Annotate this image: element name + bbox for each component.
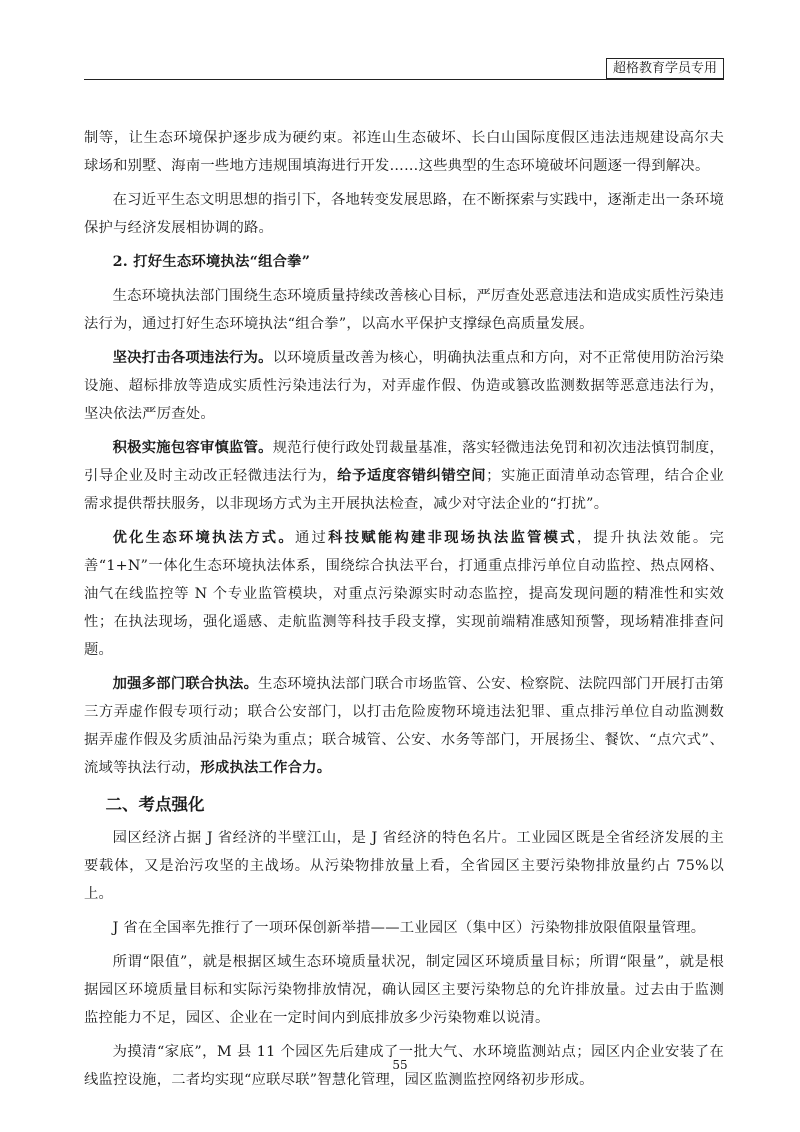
paragraph: [84, 344, 724, 428]
paragraph-emphasis: 科技赋能构建非现场执法监管模式: [328, 530, 577, 546]
paragraph: 生态环境执法部门围绕生态环境质量持续改善核心目标，严厉查处恶意违法和造成实质性污染违法行为，通过打好生态环境执法“组合拳”，以高水平保护支撑绿色高质量发展。: [84, 288, 724, 332]
paragraph: [84, 670, 724, 782]
paragraph-text: ，提升执法效能。完善“1+N”一体化生态环境执法体系，围绕综合执法平台，打通重点排污单位自动监控、热点网格、油气在线监控等 N 个专业监管模块，对重点污染源实时动态监控，提高发现问题的精准性和实效性；在执法现场，强化遥感、走航监测等科技手段支撑，实现前端精准感知预警，现场精准排查问题。: [84, 530, 725, 658]
paragraph: [84, 524, 724, 664]
paragraph-lead: 积极实施包容审慎监管。: [112, 440, 273, 456]
document-body: [84, 124, 724, 1094]
paragraph: 在习近平生态文明思想的指引下，各地转变发展思路，在不断探索与实践中，逐渐走出一条环境保护与经济发展相协调的路。: [84, 192, 724, 236]
paragraph-text: 通过: [294, 530, 329, 546]
section-title: 二、考点强化: [105, 795, 205, 814]
subheading: 2. 打好生态环境执法“组合拳”: [112, 254, 311, 270]
paragraph-lead: 坚决打击各项违法行为。: [112, 350, 273, 366]
paragraph-emphasis: 形成执法工作合力。: [200, 760, 332, 776]
paragraph-text: ；实施正面清单动态管理，结合企业需求提供帮扶服务，以非现场方式为主开展执法检查，减少对守法企业的“打扰”。: [84, 468, 725, 512]
paragraph-lead: 优化生态环境执法方式。: [112, 530, 295, 546]
paragraph: 园区经济占据 J 省经济的半壁江山，是 J 省经济的特色名片。工业园区既是全省经济发展的主要载体，又是治污攻坚的主战场。从污染物排放量上看，全省园区主要污染物排放量约占 75%以上。: [84, 830, 724, 902]
paragraph: 制等，让生态环境保护逐步成为硬约束。祁连山生态破坏、长白山国际度假区违法违规建设高尔夫球场和别墅、海南一些地方违规围填海进行开发……这些典型的生态环境破坏问题逐一得到解决。: [84, 130, 724, 174]
paragraph-text: 生态环境执法部门联合市场监管、公安、检察院、法院四部门开展打击第三方弄虚作假专项行动；联合公安部门，以打击危险废物环境违法犯罪、重点排污单位自动监测数据弄虚作假及劣质油品污染为重点；联合城管、公安、水务等部门，开展扬尘、餐饮、“点穴式”、流域等执法行动，: [84, 676, 724, 776]
header-rule: [84, 79, 724, 80]
paragraph-emphasis: 给予适度容错纠错空间: [337, 468, 487, 484]
paragraph: 为摸清“家底”，M 县 11 个园区先后建成了一批大气、水环境监测站点；园区内企业安装了在线监控设施，二者均实现“应联尽联”智慧化管理，园区监测监控网络初步形成。: [84, 1044, 724, 1088]
paragraph-lead: 加强多部门联合执法。: [112, 676, 259, 692]
paragraph: 所谓“限值”，就是根据区域生态环境质量状况，制定园区环境质量目标；所谓“限量”，就是根据园区环境质量目标和实际污染物排放情况，确认园区主要污染物总的允许排放量。过去由于监测监控能力不足，园区、企业在一定时间内到底排放多少污染物难以说清。: [84, 954, 724, 1026]
page-number: 55: [392, 1058, 408, 1072]
header-badge: 超格教育学员专用: [606, 58, 724, 79]
paragraph: [84, 434, 724, 518]
paragraph-text: 规范行使行政处罚裁量基准，落实轻微违法免罚和初次违法慎罚制度，引导企业及时主动改正轻微违法行为，: [84, 440, 725, 484]
paragraph-text: 以环境质量改善为核心，明确执法重点和方向，对不正常使用防治污染设施、超标排放等造成实质性污染违法行为，对弄虚作假、伪造或篡改监测数据等恶意违法行为，坚决依法严厉查处。: [84, 350, 725, 422]
paragraph: J 省在全国率先推行了一项环保创新举措——工业园区（集中区）污染物排放限值限量管理。: [112, 920, 706, 936]
